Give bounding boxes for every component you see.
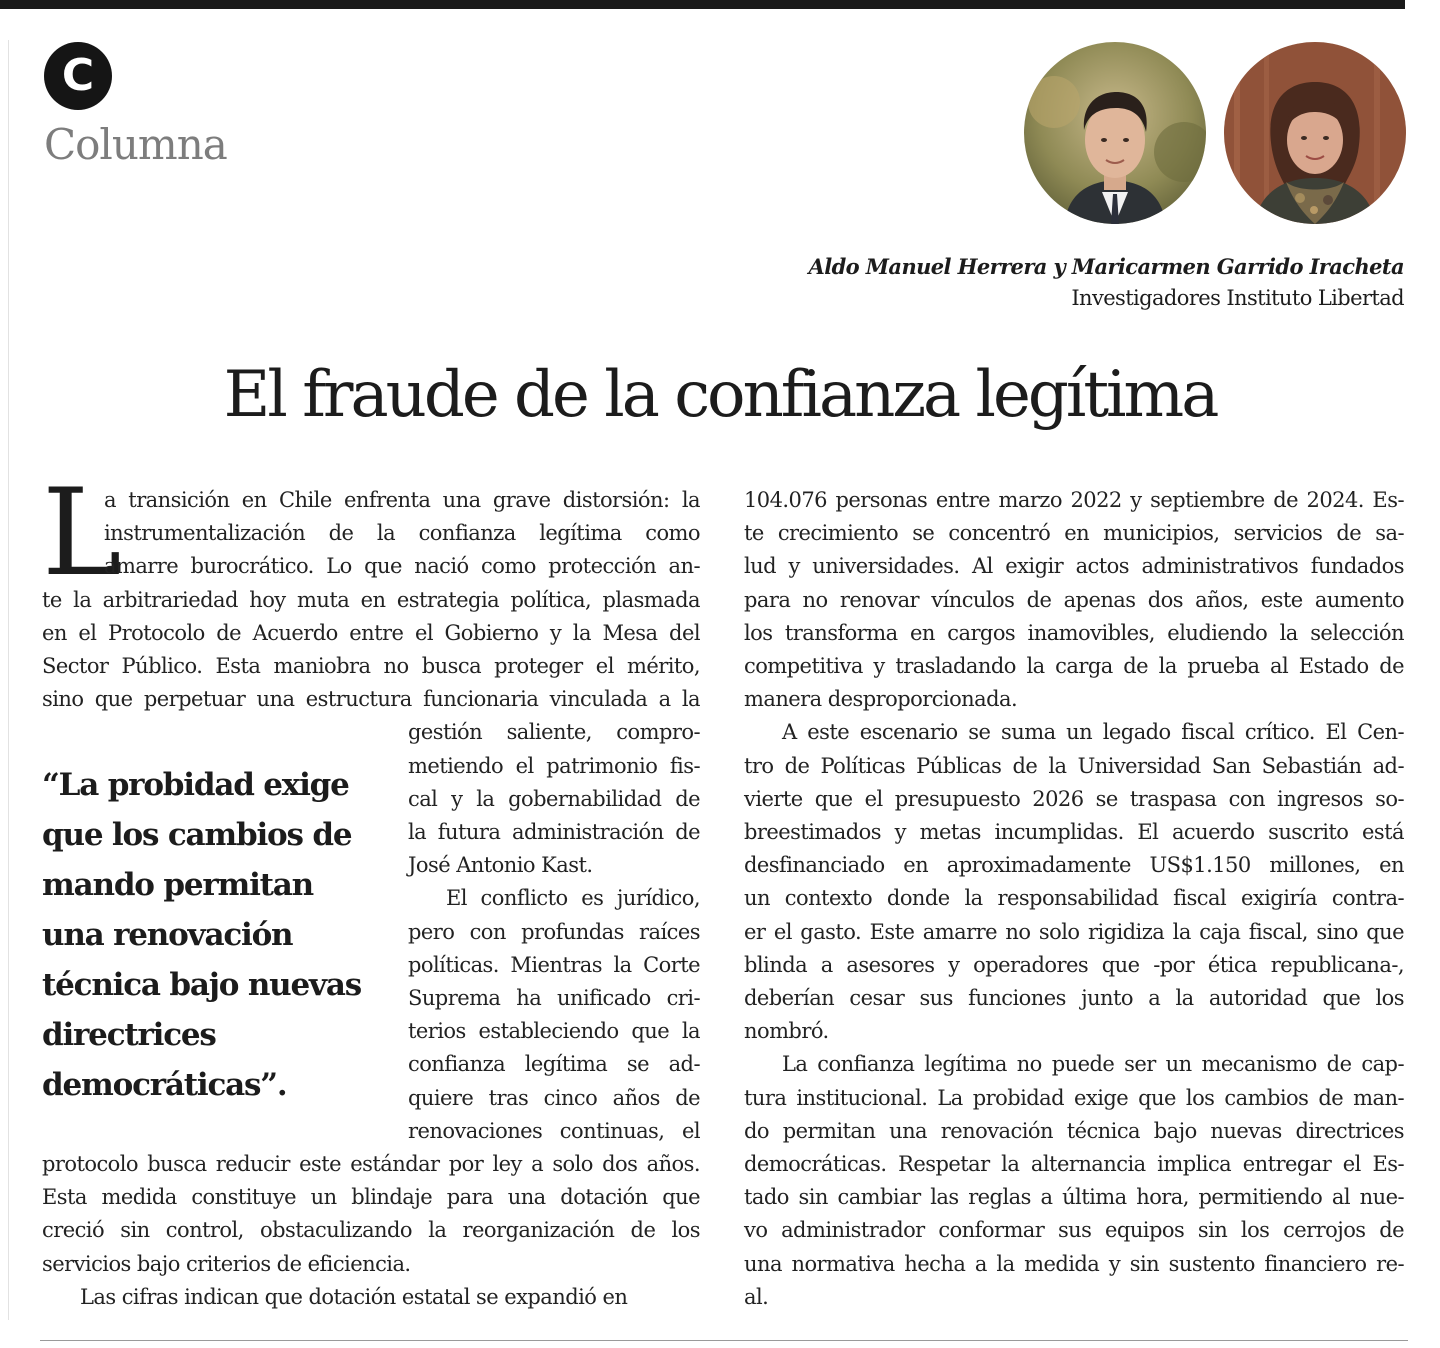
body-line: nombró. bbox=[744, 1019, 829, 1044]
body-line: un contexto donde la responsabilidad fiscal exigiría contra- bbox=[744, 886, 1404, 911]
body-line: Las cifras indican que dotación estatal se expandió en bbox=[80, 1284, 628, 1309]
drop-cap: L bbox=[42, 464, 122, 603]
body-line: terios estableciendo que la bbox=[408, 1019, 700, 1044]
body-line: vo administrador conformar sus equipos sin los cerrojos de bbox=[744, 1218, 1404, 1243]
body-line: los transforma en cargos inamovibles, eludiendo la selección bbox=[744, 620, 1404, 645]
body-line: confianza legítima se ad- bbox=[408, 1052, 700, 1077]
body-line: La confianza legítima no puede ser un mecanismo de cap- bbox=[782, 1052, 1404, 1077]
body-line: A este escenario se suma un legado fiscal crítico. El Cen- bbox=[782, 720, 1404, 745]
column-badge: C bbox=[44, 42, 112, 110]
body-line: políticas. Mientras la Corte bbox=[408, 952, 700, 977]
body-line: tro de Políticas Públicas de la Universidad San Sebastián ad- bbox=[744, 753, 1404, 778]
body-line: cal y la gobernabilidad de bbox=[408, 786, 700, 811]
body-line: El conflicto es jurídico, bbox=[446, 886, 700, 911]
body-line: en el Protocolo de Acuerdo entre el Gobierno y la Mesa del bbox=[42, 620, 700, 645]
body-line: democráticas. Respetar la alternancia implica entregar el Es- bbox=[744, 1152, 1404, 1176]
body-line: Esta medida constituye un blindaje para una dotación que bbox=[42, 1185, 700, 1210]
section-label: Columna bbox=[44, 120, 227, 169]
body-line: blinda a asesores y operadores que -por ética republicana-, bbox=[744, 952, 1404, 977]
body-line: tado sin cambiar las reglas a última hora, permitiendo al nue- bbox=[744, 1185, 1404, 1210]
body-line: 104.076 personas entre marzo 2022 y septiembre de 2024. Es- bbox=[744, 488, 1404, 512]
body-line: renovaciones continuas, el bbox=[408, 1118, 700, 1143]
body-line: para no renovar vínculos de apenas dos años, este aumento bbox=[744, 587, 1404, 612]
body-line: a transición en Chile enfrenta una grave distorsión: la bbox=[104, 488, 700, 512]
body-line: gestión saliente, compro- bbox=[408, 720, 700, 745]
body-line: lud y universidades. Al exigir actos administrativos fundados bbox=[744, 554, 1404, 579]
body-line: tura institucional. La probidad exige que los cambios de man- bbox=[744, 1085, 1404, 1110]
body-line: instrumentalización de la confianza legítima como bbox=[104, 521, 700, 546]
body-line: metiendo el patrimonio fis- bbox=[408, 753, 700, 778]
body-line: Suprema ha unificado cri- bbox=[408, 986, 700, 1010]
body-line: amarre burocrático. Lo que nació como protección an- bbox=[104, 554, 700, 579]
body-line: una normativa hecha a la medida y sin sustento financiero re- bbox=[744, 1251, 1404, 1276]
body-line: te la arbitrariedad hoy muta en estrategia política, plasmada bbox=[42, 587, 700, 612]
body-line: servicios bajo criterios de eficiencia. bbox=[42, 1251, 411, 1276]
body-line: Sector Público. Esta maniobra no busca proteger el mérito, bbox=[42, 654, 700, 678]
body-line: breestimados y metas incumplidas. El acuerdo suscrito está bbox=[744, 820, 1404, 844]
headline: El fraude de la confianza legítima bbox=[223, 358, 1217, 432]
byline-authors: Aldo Manuel Herrera y Maricarmen Garrido Iracheta bbox=[808, 254, 1404, 279]
pull-quote: “La probidad exige que los cambios de mando permitan una renovación técnica bajo nuevas directrices democráticas”. bbox=[42, 767, 361, 1103]
body-line: desfinanciado en aproximadamente US$1.150 millones, en bbox=[744, 853, 1404, 878]
body-line: er el gasto. Este amarre no solo rigidiza la caja fiscal, sino que bbox=[744, 919, 1404, 944]
body-line: competitiva y trasladando la carga de la prueba al Estado de bbox=[744, 654, 1404, 678]
body-line: sino que perpetuar una estructura funcionaria vinculada a la bbox=[42, 687, 700, 712]
body-line: protocolo busca reducir este estándar por ley a solo dos años. bbox=[42, 1152, 700, 1176]
body-line: quiere tras cinco años de bbox=[408, 1085, 700, 1110]
body-line: manera desproporcionada. bbox=[744, 687, 1018, 712]
body-line: pero con profundas raíces bbox=[408, 919, 700, 944]
body-line: deberían cesar sus funciones junto a la autoridad que los bbox=[744, 986, 1404, 1010]
bottom-rule bbox=[40, 1340, 1408, 1341]
body-line: creció sin control, obstaculizando la reorganización de los bbox=[42, 1218, 700, 1243]
body-line: la futura administración de bbox=[408, 820, 700, 844]
body-line: vierte que el presupuesto 2026 se traspasa con ingresos so- bbox=[744, 786, 1404, 811]
byline-role: Investigadores Instituto Libertad bbox=[1071, 286, 1404, 310]
body-line: do permitan una renovación técnica bajo nuevas directrices bbox=[744, 1118, 1404, 1143]
body-line: al. bbox=[744, 1284, 769, 1309]
body-line: José Antonio Kast. bbox=[408, 853, 593, 878]
body-line: te crecimiento se concentró en municipios, servicios de sa- bbox=[744, 521, 1404, 546]
